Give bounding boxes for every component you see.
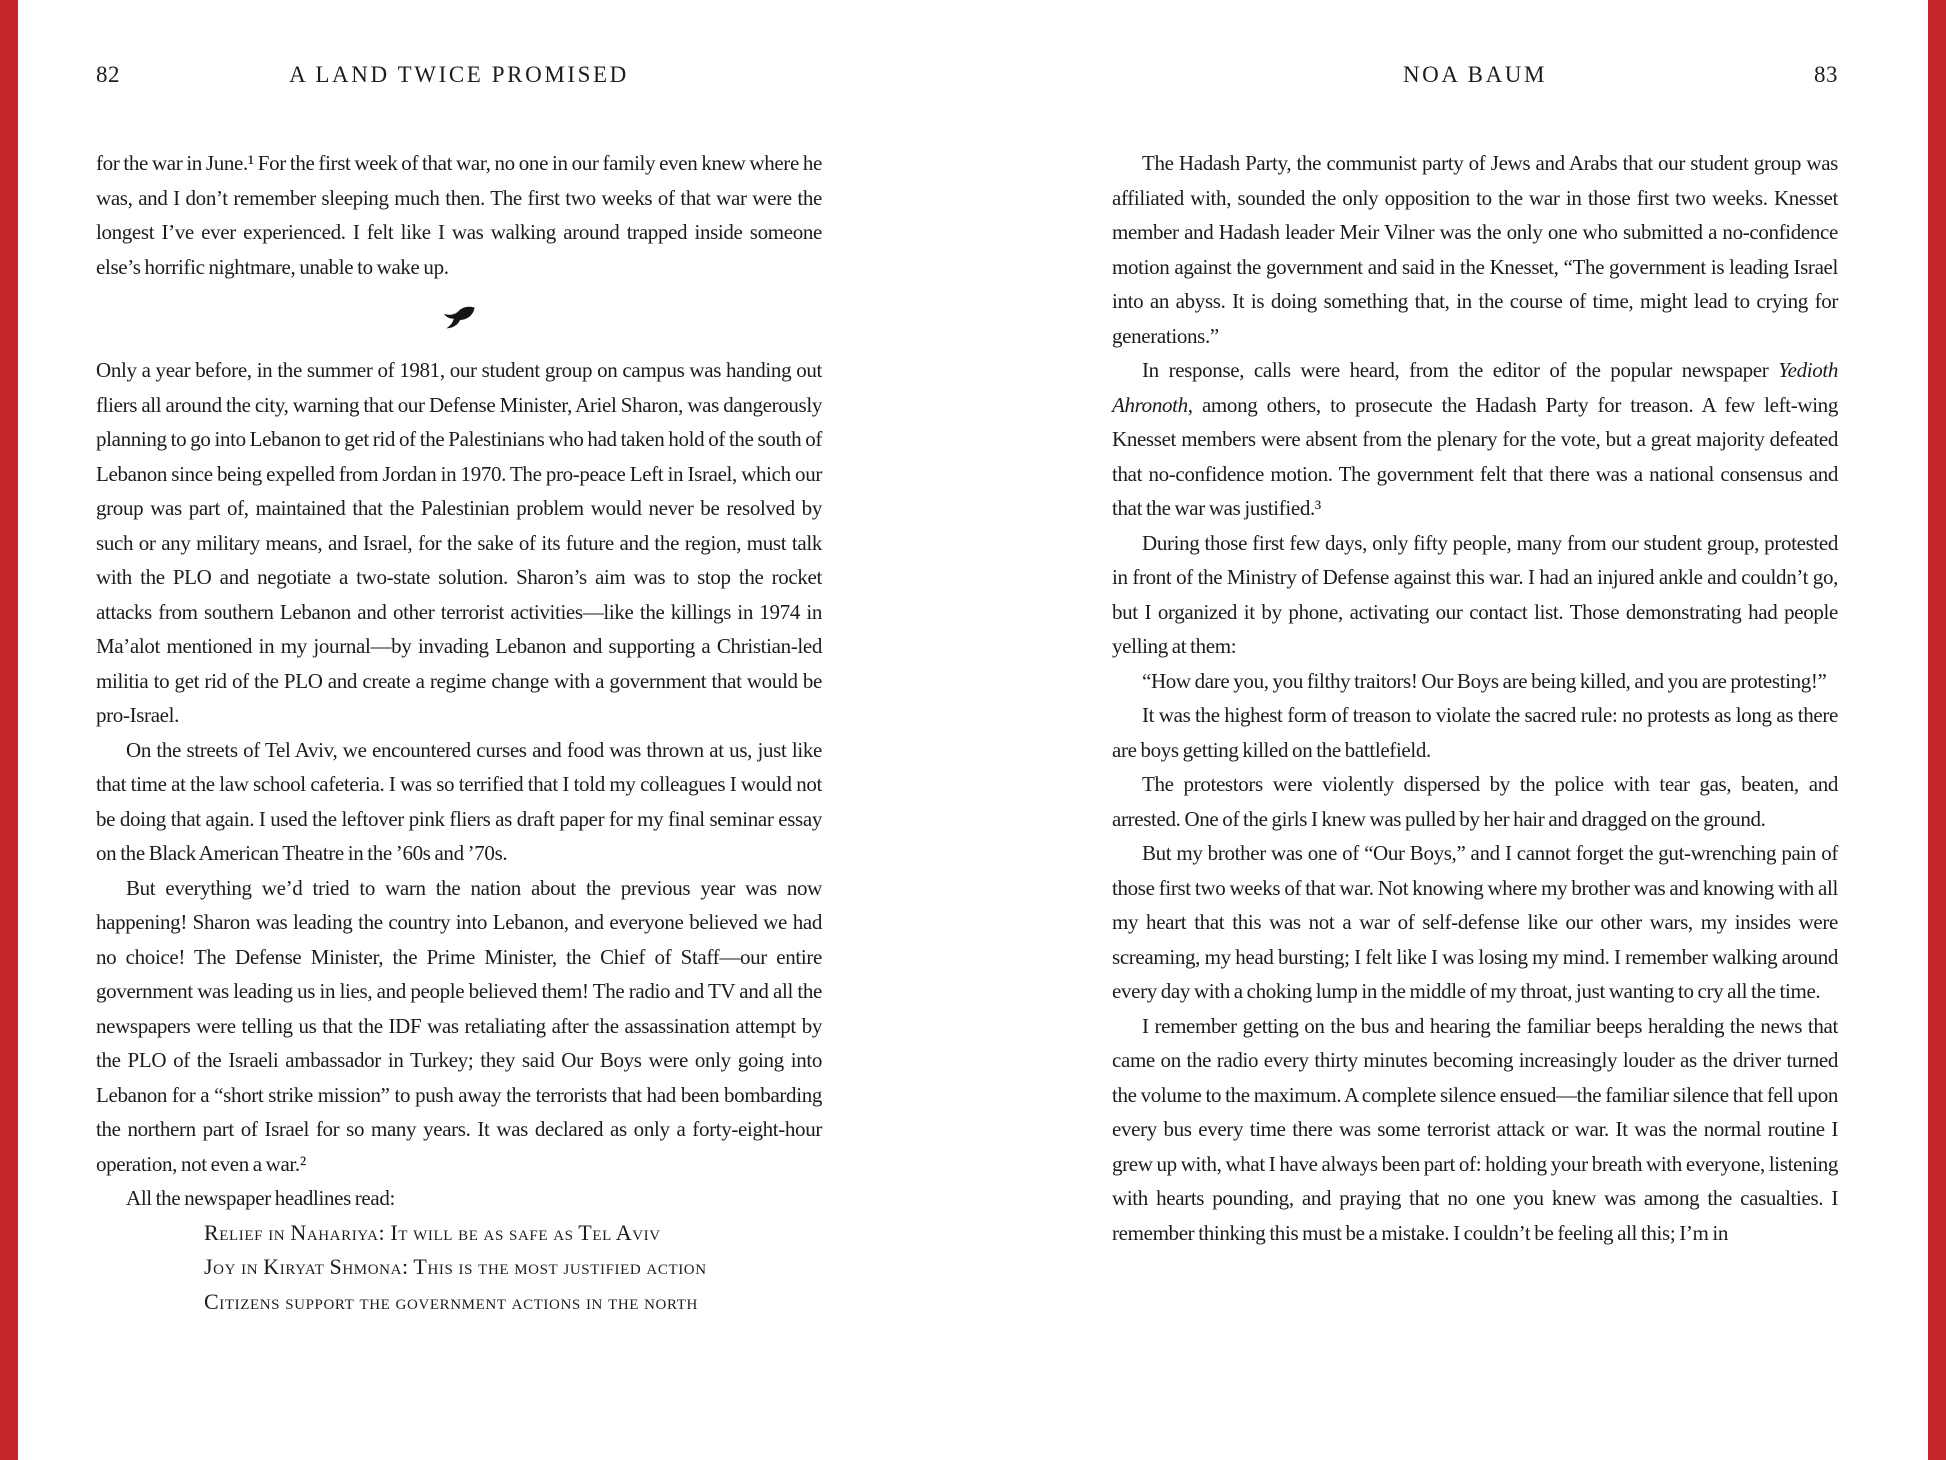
running-header-title-right: NOA BAUM xyxy=(1402,62,1548,87)
page-right xyxy=(1112,58,1838,1250)
page-left xyxy=(96,58,822,1319)
book-cover-edge-right xyxy=(1928,0,1946,1460)
running-head-right xyxy=(1112,58,1838,92)
paragraph-text: In response, calls were heard, from the editor of the popular newspaper xyxy=(1142,358,1779,382)
paragraph: The protestors were violently dispersed by the police with tear gas, beaten, and arrested. One of the girls I knew was pulled by her hair and dragged on the ground. xyxy=(1112,772,1838,831)
bird-ornament-icon xyxy=(96,284,822,353)
page-body-left xyxy=(96,146,822,1319)
paragraph xyxy=(1112,353,1838,526)
paragraph: It was the highest form of treason to violate the sacred rule: no protests as long as there are boys getting killed on the battlefield. xyxy=(1112,703,1838,762)
headline-line: Joy in Kiryat Shmona: This is the most justified action xyxy=(204,1254,707,1279)
running-header-title-left: A LAND TWICE PROMISED xyxy=(289,62,629,87)
paragraph: I remember getting on the bus and hearing the familiar beeps heralding the news that came on the radio every thirty minutes becoming increasingly louder as the driver turned the volume to the maximum. A complete silence ensued—the familiar silence that fell upon every bus every time there was some terrorist attack or war. It was the normal routine I grew up with, what I have always been part of: holding your breath with everyone, listening with hearts pounding, and praying that no one you knew was among the casualties. I remember thinking this must be a mistake. I couldn’t be feeling all this; I’m in xyxy=(1112,1013,1838,1245)
paragraph: for the war in June.¹ For the first week of that war, no one in our family even knew where he was, and I don’t remember sleeping much then. The first two weeks of that war were the longest I’ve ever experienced. I felt like I was walking around trapped inside someone else’s horrific nightmare, unable to wake up. xyxy=(96,151,822,279)
headline-line: Citizens support the government actions in the north xyxy=(204,1288,698,1314)
newspaper-name-italic: Yedioth Ahronoth xyxy=(1112,358,1838,417)
headline-line: Relief in Nahariya: It will be as safe as Tel Aviv xyxy=(204,1219,661,1245)
paragraph: But everything we’d tried to warn the nation about the previous year was now happening! Sharon was leading the country into Lebanon, and everyone believed we had no choice! The Defense Minister, the Prime Minister, the Chief of Staff—our entire government was leading us in lies, and people believed them! The radio and TV and all the newspapers were telling us that the IDF was retaliating after the assassination attempt by the PLO of the Israeli ambassador in Turkey; they said Our Boys were only going into Lebanon for a “short strike mission” to push away the terrorists that had been bombarding the northern part of Israel for so many years. It was declared as only a forty-eight-hour operation, not even a war.² xyxy=(96,875,822,1176)
paragraph: During those first few days, only fifty people, many from our student group, protested in front of the Ministry of Defense against this war. I had an injured ankle and couldn’t go, but I organized it by phone, activating our contact list. Those demonstrating had people yelling at them: xyxy=(1112,530,1838,658)
running-head-left xyxy=(96,58,822,92)
paragraph: “How dare you, you filthy traitors! Our Boys are being killed, and you are protesting!” xyxy=(1142,668,1827,693)
book-cover-edge-left xyxy=(0,0,18,1460)
newspaper-headlines-block xyxy=(204,1216,822,1320)
paragraph-text: , among others, to prosecute the Hadash Party for treason. A few left-wing Knesset members were absent from the plenary for the vote, but a great majority defeated that no-confidence motion. The government felt that there was a national consensus and that the war was justified.³ xyxy=(1112,392,1838,520)
page-body-right xyxy=(1112,146,1838,1250)
page-number-left: 82 xyxy=(96,62,120,87)
paragraph: But my brother was one of “Our Boys,” and I cannot forget the gut-wrenching pain of those first two weeks of that war. Not knowing where my brother was and knowing with all my heart that this was not a war of self-defense like our other wars, my insides were screaming, my head bursting; I felt like I was losing my mind. I remember walking around every day with a choking lump in the middle of my throat, just wanting to cry all the time. xyxy=(1112,841,1838,1003)
paragraph: All the newspaper headlines read: xyxy=(126,1186,396,1210)
paragraph: The Hadash Party, the communist party of Jews and Arabs that our student group was affiliated with, sounded the only opposition to the war in those first two weeks. Knesset member and Hadash leader Meir Vilner was the only one who submitted a no-confidence motion against the government and said in the Knesset, “The government is leading Israel into an abyss. It is doing something that, in the course of time, might lead to crying for generations.” xyxy=(1112,151,1838,348)
page-number-right: 83 xyxy=(1814,62,1838,87)
paragraph: On the streets of Tel Aviv, we encountered curses and food was thrown at us, just like that time at the law school cafeteria. I was so terrified that I told my colleagues I would not be doing that again. I used the leftover pink fliers as draft paper for my final seminar essay on the Black American Theatre in the ’60s and ’70s. xyxy=(96,737,822,865)
paragraph: Only a year before, in the summer of 1981, our student group on campus was handing out fliers all around the city, warning that our Defense Minister, Ariel Sharon, was dangerously planning to go into Lebanon to get rid of the Palestinians who had taken hold of the south of Lebanon since being expelled from Jordan in 1970. The pro-peace Left in Israel, which our group was part of, maintained that the Palestinian problem would never be resolved by such or any military means, and Israel, for the sake of its future and the region, must talk with the PLO and negotiate a two-state solution. Sharon’s aim was to stop the rocket attacks from southern Lebanon and other terrorist activities—like the killings in 1974 in Ma’alot mentioned in my journal—by invading Lebanon and supporting a Christian-led militia to get rid of the PLO and create a regime change with a government that would be pro-Israel. xyxy=(96,358,822,727)
